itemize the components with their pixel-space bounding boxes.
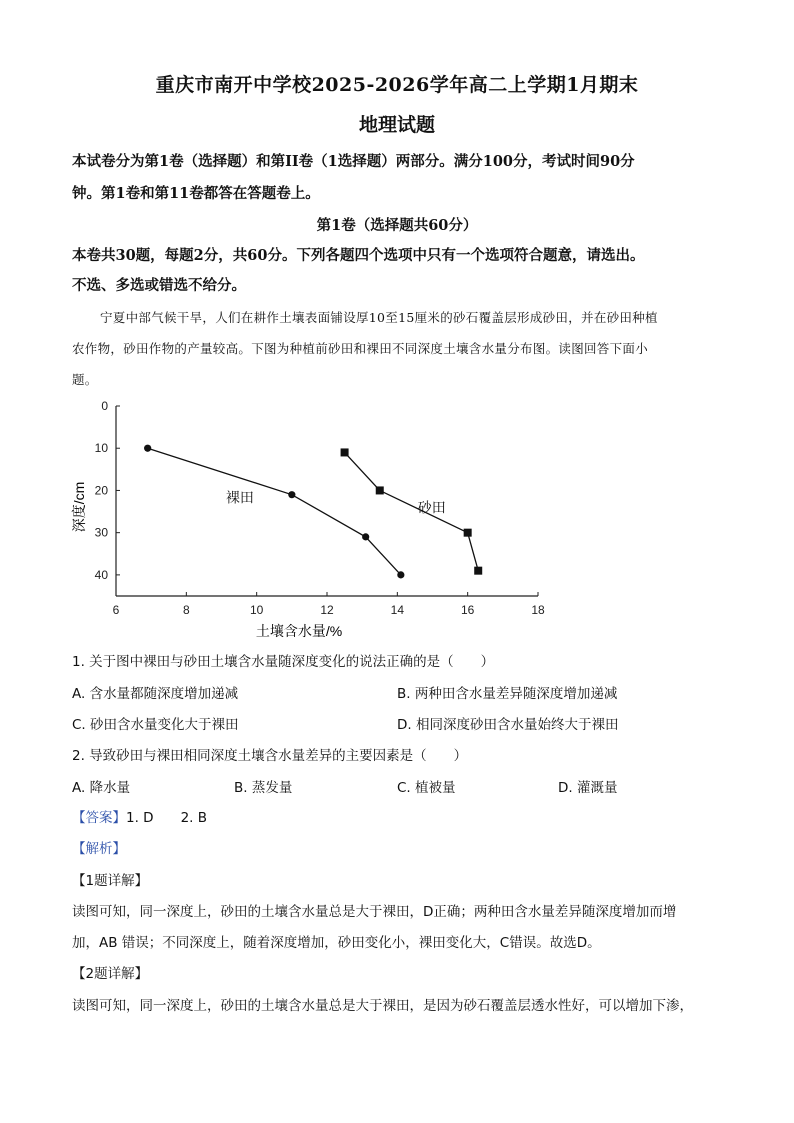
q2-option-d: D. 灌溉量 [558, 780, 618, 796]
data-point [288, 491, 295, 498]
series-line-1 [148, 448, 401, 575]
y-tick-label: 30 [94, 525, 108, 540]
x-axis-label: 土壤含水量/% [255, 623, 343, 639]
intro-line-1: 本试卷分为第1卷（选择题）和第II卷（1选择题）两部分。满分100分，考试时间90分 [72, 153, 635, 170]
data-point [341, 448, 349, 456]
section-instruction-1: 本卷共30题，每题2分，共60分。下列各题四个选项中只有一个选项符合题意，请选出。 [72, 247, 645, 264]
series-line-2 [345, 452, 479, 570]
x-tick-label: 6 [112, 603, 120, 617]
data-point [474, 567, 482, 575]
chart-ticks [95, 399, 545, 617]
subject-title: 地理试题 [358, 114, 435, 136]
detail-2-line-1: 读图可知，同一深度上，砂田的土壤含水量总是大于裸田，是因为砂石覆盖层透水性好，可以增加下渗， [72, 998, 693, 1014]
section-instruction-2: 不选、多选或错选不给分。 [72, 277, 246, 294]
series-label: 砂田 [417, 499, 446, 516]
data-point [464, 529, 472, 537]
chart-series [144, 445, 482, 579]
detail-1-line-1: 读图可知，同一深度上，砂田的土壤含水量总是大于裸田，D正确；两种田含水量差异随深度增加而增 [72, 904, 677, 920]
analysis-label: 【解析】 [72, 841, 126, 857]
detail-2-label: 【2题详解】 [72, 966, 149, 982]
q1-option-d: D. 相同深度砂田含水量始终大于裸田 [397, 717, 619, 733]
intro-line-2: 钟。第1卷和第11卷都答在答题卷上。 [72, 185, 320, 202]
q1-option-b: B. 两种田含水量差异随深度增加递减 [397, 686, 618, 702]
answer-row [72, 806, 207, 826]
data-point [376, 486, 384, 494]
detail-1-label: 【1题详解】 [72, 873, 149, 889]
answer-text: 1. D 2. B [126, 810, 207, 826]
x-tick-label: 14 [390, 603, 405, 617]
question-1-stem: 1. 关于图中裸田与砂田土壤含水量随深度变化的说法正确的是（ ） [72, 654, 495, 670]
section-heading: 第1卷（选择题共60分） [316, 217, 478, 234]
detail-1-line-2: 加，AB 错误；不同深度上，随着深度增加，砂田变化小，裸田变化大，C错误。故选D。 [72, 935, 601, 951]
series-label: 裸田 [225, 489, 254, 506]
x-tick-label: 16 [460, 603, 475, 617]
y-tick-label: 20 [94, 483, 108, 498]
answer-label: 【答案】 [72, 810, 126, 826]
x-tick-label: 8 [182, 603, 190, 617]
exam-title: 重庆市南开中学校2025-2026学年高二上学期1月期末 [155, 74, 639, 96]
q1-option-a: A. 含水量都随深度增加递减 [72, 686, 239, 702]
data-point [362, 533, 369, 540]
x-tick-label: 10 [249, 603, 264, 617]
q2-option-a: A. 降水量 [72, 780, 131, 796]
y-axis-label: 深度/cm [71, 481, 87, 533]
passage-line-3: 题。 [72, 372, 98, 387]
q2-option-c: C. 植被量 [397, 780, 456, 796]
soil-moisture-chart [60, 392, 560, 642]
x-tick-label: 12 [320, 603, 334, 617]
passage-line-1: 宁夏中部气候干旱，人们在耕作土壤表面铺设厚10至15厘米的砂石覆盖层形成砂田，并在砂田种植 [100, 310, 658, 325]
data-point [144, 445, 151, 452]
q2-option-b: B. 蒸发量 [234, 780, 293, 796]
y-tick-label: 40 [94, 567, 108, 582]
x-tick-label: 18 [531, 603, 545, 617]
y-tick-label: 0 [101, 399, 108, 413]
question-2-stem: 2. 导致砂田与裸田相同深度土壤含水量差异的主要因素是（ ） [72, 748, 468, 764]
passage-line-2: 农作物，砂田作物的产量较高。下图为种植前砂田和裸田不同深度土壤含水量分布图。读图回答下面小 [72, 341, 649, 356]
y-tick-label: 10 [94, 441, 108, 456]
data-point [397, 571, 404, 578]
q1-option-c: C. 砂田含水量变化大于裸田 [72, 717, 239, 733]
